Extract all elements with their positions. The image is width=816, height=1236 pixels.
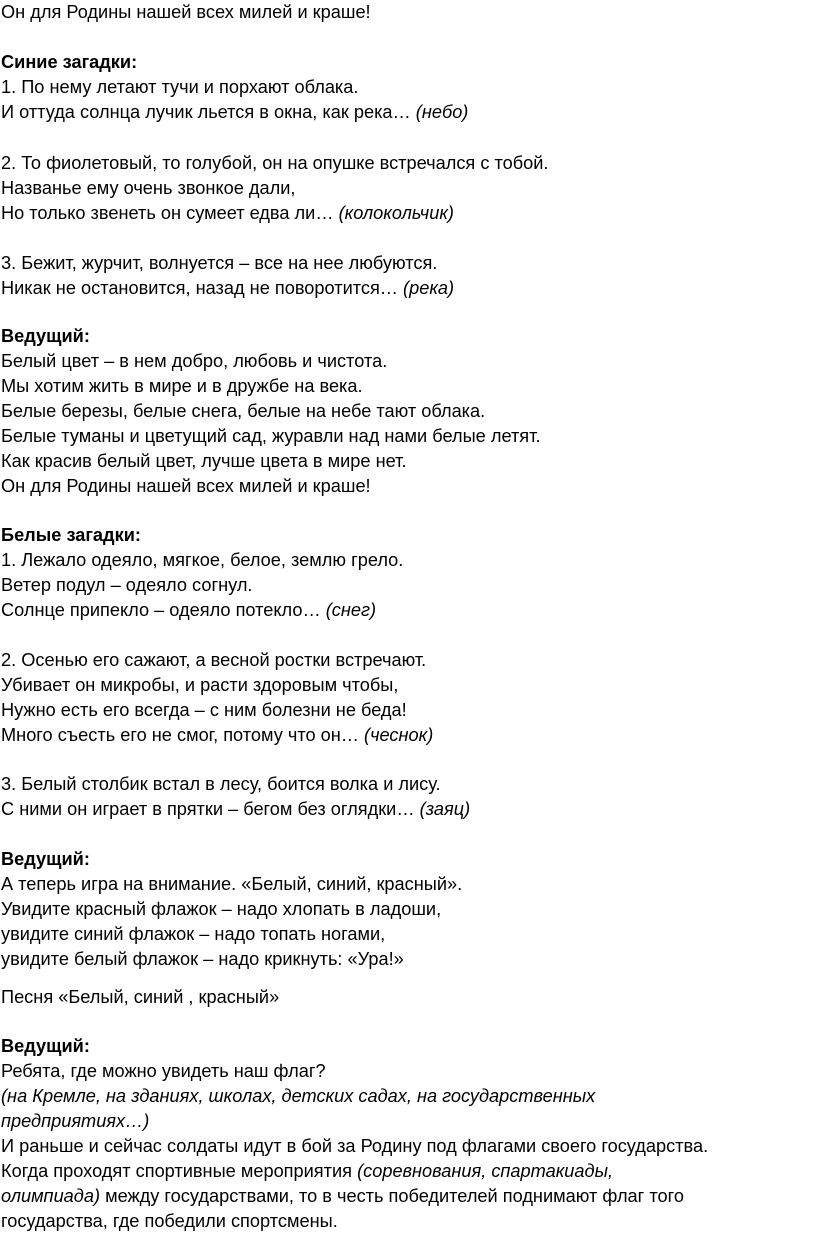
host-heading-3: Ведущий: [1, 1036, 90, 1056]
riddle-answer: (небо) [415, 102, 469, 122]
game-line-4: увидите белый флажок – надо крикнуть: «Ура!» [1, 949, 404, 969]
white-riddle-1-line-3 [1, 598, 376, 623]
white-poem-line-1: Белый цвет – в нем добро, любовь и чистота. [1, 351, 388, 371]
flag-question: Ребята, где можно увидеть наш флаг? [1, 1061, 326, 1081]
riddle-answer: (чеснок) [364, 725, 434, 745]
white-riddle-1-line-1: 1. Лежало одеяло, мягкое, белое, землю грело. [1, 550, 404, 570]
host-heading-1: Ведущий: [1, 326, 90, 346]
riddle-answer: (колокольчик) [338, 203, 454, 223]
flag-text: Когда проходят спортивные мероприятия [1, 1161, 358, 1181]
flag-text-line-2 [1, 1159, 613, 1184]
riddle-text: Много съесть его не смог, потому что он… [1, 725, 365, 745]
white-riddle-2-line-1: 2. Осенью его сажают, а весной ростки встречают. [1, 650, 427, 670]
blue-riddle-3-line-2 [1, 276, 454, 301]
riddle-answer: (снег) [325, 600, 377, 620]
white-riddle-3-line-2 [1, 797, 470, 822]
flag-answer-line-1: (на Кремле, на зданиях, школах, детских садах, на государственных [1, 1086, 596, 1106]
white-poem-line-5: Как красив белый цвет, лучше цвета в мире нет. [1, 451, 407, 471]
song-title: Песня «Белый, синий , красный» [1, 987, 280, 1007]
flag-text: между государствами, то в честь победителей поднимают флаг того [100, 1186, 684, 1206]
section-heading-white-riddles: Белые загадки: [1, 525, 141, 545]
riddle-text: И оттуда солнца лучик льется в окна, как река… [1, 102, 416, 122]
riddle-text: Но только звенеть он сумеет едва ли… [1, 203, 339, 223]
white-riddle-2-line-4 [1, 723, 433, 748]
game-line-2: Увидите красный флажок – надо хлопать в ладоши, [1, 899, 442, 919]
blue-riddle-3-line-1: 3. Бежит, журчит, волнуется – все на нее любуются. [1, 253, 438, 273]
blue-riddle-1-line-2 [1, 100, 468, 125]
closing-line: Он для Родины нашей всех милей и краше! [1, 2, 371, 22]
white-poem-line-3: Белые березы, белые снега, белые на небе тают облака. [1, 401, 486, 421]
riddle-answer: (река) [403, 278, 455, 298]
flag-text-line-3 [1, 1184, 684, 1209]
flag-text-italic: (соревнования, спартакиады, [357, 1161, 614, 1181]
white-riddle-2-line-2: Убивает он микробы, и расти здоровым чтобы, [1, 675, 399, 695]
white-riddle-2-line-3: Нужно есть его всегда – с ним болезни не беда! [1, 700, 407, 720]
flag-text-line-4: государства, где победили спортсмены. [1, 1211, 338, 1231]
flag-text-italic: олимпиада) [1, 1186, 101, 1206]
flag-text-line-1: И раньше и сейчас солдаты идут в бой за Родину под флагами своего государства. [1, 1136, 709, 1156]
blue-riddle-2-line-3 [1, 201, 454, 226]
white-poem-line-2: Мы хотим жить в мире и в дружбе на века. [1, 376, 363, 396]
game-line-1: А теперь игра на внимание. «Белый, синий, красный». [1, 874, 463, 894]
riddle-answer: (заяц) [419, 799, 471, 819]
riddle-text: Никак не остановится, назад не поворотится… [1, 278, 404, 298]
flag-answer-line-2: предприятиях…) [1, 1111, 150, 1131]
host-heading-2: Ведущий: [1, 849, 90, 869]
blue-riddle-2-line-1: 2. То фиолетовый, то голубой, он на опушке встречался с тобой. [1, 153, 549, 173]
riddle-text: Солнце припекло – одеяло потекло… [1, 600, 326, 620]
blue-riddle-1-line-1: 1. По нему летают тучи и порхают облака. [1, 77, 359, 97]
section-heading-blue-riddles: Синие загадки: [1, 52, 138, 72]
white-poem-line-4: Белые туманы и цветущий сад, журавли над нами белые летят. [1, 426, 541, 446]
riddle-text: С ними он играет в прятки – бегом без оглядки… [1, 799, 420, 819]
white-riddle-3-line-1: 3. Белый столбик встал в лесу, боится волка и лису. [1, 774, 441, 794]
white-poem-line-6: Он для Родины нашей всех милей и краше! [1, 476, 371, 496]
white-riddle-1-line-2: Ветер подул – одеяло согнул. [1, 575, 253, 595]
game-line-3: увидите синий флажок – надо топать ногами, [1, 924, 386, 944]
blue-riddle-2-line-2: Названье ему очень звонкое дали, [1, 178, 296, 198]
